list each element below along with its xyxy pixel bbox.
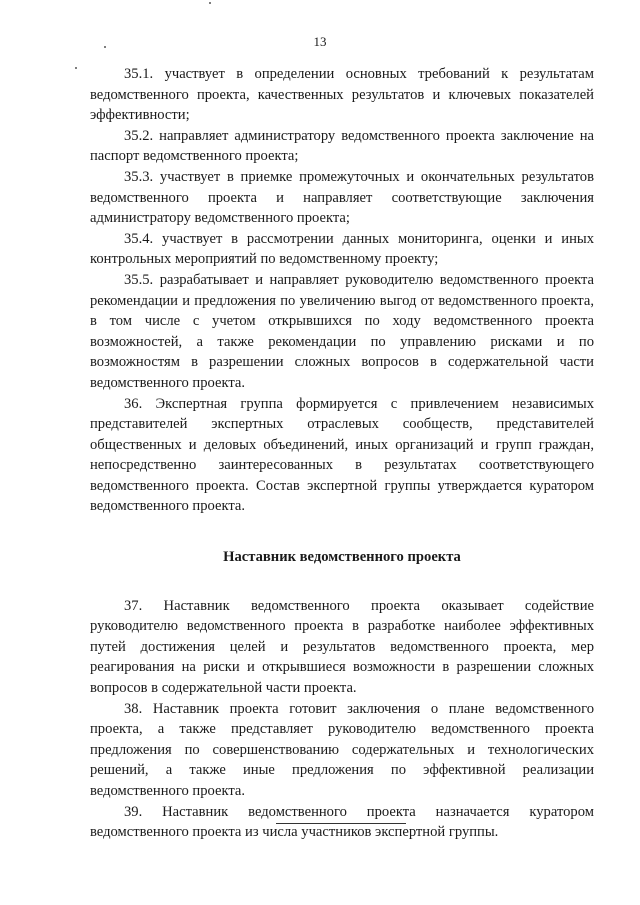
scan-speck: [209, 2, 211, 4]
clause-37: 37. Наставник ведомственного проекта оказывает содействие руководителю ведомственного проекта в разработке наиболее эффективных путей достижения целей и результатов ведомственного проекта, мер реагирования на риски и открывшиеся возможности в разрешении сложных вопросов в содержательной части проекта.: [90, 597, 594, 697]
clause-38: 38. Наставник проекта готовит заключения о плане ведомственного проекта, а также представляет руководителю ведомственного проекта предложения по совершенствованию содержательных и технологических решений, а также иные предложения по эффективной реализации ведомственного проекта.: [90, 700, 594, 799]
clause-35-5: 35.5. разрабатывает и направляет руководителю ведомственного проекта рекомендации и предложения по увеличению выгод от ведомственного проекта, в том числе с учетом открывшихся по ходу ведомственного проекта возможностей, а также рекомендации по управлению рисками и по возможностям в разрешении сложных вопросов в содержательной части ведомственного проекта.: [90, 271, 594, 391]
section-heading: Наставник ведомственного проекта: [223, 549, 461, 566]
clause-35-3: 35.3. участвует в приемке промежуточных и окончательных результатов ведомственного проекта и направляет соответствующие заключения администратору ведомственного проекта;: [90, 168, 594, 227]
clause-36: 36. Экспертная группа формируется с привлечением независимых представителей экспертных отраслевых сообществ, представителей общественных и деловых объединений, иных организаций и групп граждан, непосредственно заинтересованных в результатах соответствующего ведомственного проекта. Состав экспертной группы утверждается куратором ведомственного проекта.: [90, 395, 594, 515]
clause-39: 39. Наставник ведомственного проекта назначается куратором ведомственного проекта из числа участников экспертной группы.: [90, 803, 594, 841]
page-number: 13: [313, 34, 327, 49]
clause-35-4: 35.4. участвует в рассмотрении данных мониторинга, оценки и иных контрольных мероприятий по ведомственному проекту;: [90, 230, 594, 268]
scan-speck: [75, 67, 77, 69]
document-body: [90, 64, 594, 843]
clause-35-1: 35.1. участвует в определении основных требований к результатам ведомственного проекта, качественных результатов и ключевых показателей эффективности;: [90, 66, 594, 124]
scan-speck: [104, 46, 106, 48]
end-divider: [276, 823, 406, 824]
clause-35-2: 35.2. направляет администратору ведомственного проекта заключение на паспорт ведомственного проекта;: [90, 127, 594, 165]
